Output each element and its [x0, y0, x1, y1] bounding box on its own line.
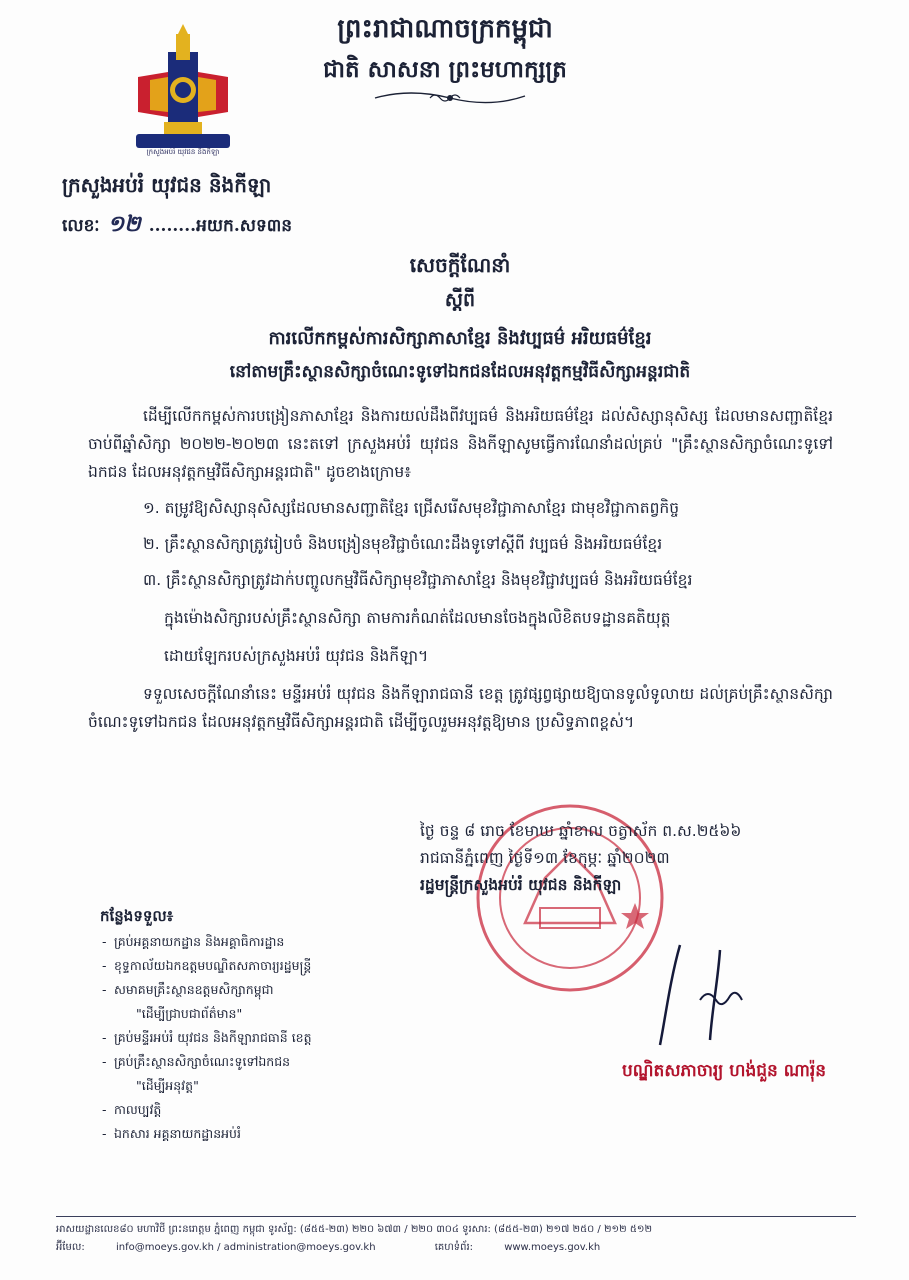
intro-paragraph: ដើម្បីលើកកម្ពស់ការបង្រៀនភាសាខ្មែរ និងការយល់ដឹងពីវប្បធម៌ និងអរិយធម៌ខ្មែរ ដល់សិស្សានុសិស្ស ដែលមានសញ្ជាតិខ្មែរ ចាប់ពីឆ្នាំសិក្សា ២០២២-២០២៣ នេះតទៅ ក្រសួងអប់រំ យុវជន និងកីឡាសូមធ្វើការណែនាំដល់គ្រប់ "គ្រឹះស្ថានសិក្សាចំណេះទូទៅឯកជន ដែលអនុវត្តកម្មវិធីសិក្សាអន្តរជាតិ" ដូចខាងក្រោម៖: [88, 407, 833, 481]
ministry-emblem-icon: [128, 22, 238, 167]
instruction-item-2: ២. គ្រឹះស្ថានសិក្សាត្រូវរៀបចំ និងបង្រៀនមុខវិជ្ជាចំណេះដឹងទូទៅស្តីពី វប្បធម៌ និងអរិយធម៌ខ្មែរ: [143, 535, 663, 553]
list-item: - សមាគមគ្រឹះស្ថានឧត្តមសិក្សាកម្ពុជា: [100, 978, 430, 1002]
subject-title-line1: ការលើកកម្ពស់ការសិក្សាភាសាខ្មែរ និងវប្បធម៌ អរិយធម៌ខ្មែរ: [268, 328, 652, 349]
footer-website: [435, 1242, 629, 1253]
recipients-list: [100, 930, 430, 1146]
instruction-item-3: ៣. គ្រឹះស្ថានសិក្សាត្រូវដាក់បញ្ចូលកម្មវិធីសិក្សាមុខវិជ្ជាភាសាខ្មែរ និងមុខវិជ្ជាវប្បធម៌ និងអរិយធម៌ខ្មែរ: [143, 571, 693, 589]
footer: [56, 1216, 856, 1257]
ornament-icon: [370, 86, 530, 106]
document-body: [88, 402, 833, 736]
document-type: សេចក្តីណែនាំ: [409, 253, 511, 277]
recipients-block: [100, 904, 430, 1146]
list-item: - គ្រប់គ្រឹះស្ថានសិក្សាចំណេះទូទៅឯកជន: [100, 1050, 430, 1074]
email-value: info@moeys.gov.kh / administration@moeys.gov.kh: [115, 1242, 376, 1253]
reference-number: [62, 210, 292, 242]
list-item: - ឯកសារ អគ្គនាយកដ្ឋានអប់រំ: [100, 1122, 430, 1146]
recipients-note-info: "ដើម្បីជ្រាបជាព័ត៌មាន": [136, 1006, 243, 1021]
reference-suffix: ........អយក.សទ៣ន: [148, 216, 293, 236]
footer-contacts: [56, 1239, 856, 1257]
signature-icon: [640, 940, 770, 1050]
national-motto: ជាតិ សាសនា ព្រះមហាក្សត្រ: [323, 56, 567, 83]
recipients-note-action: "ដើម្បីអនុវត្ត": [136, 1078, 199, 1093]
minister-title: រដ្ឋមន្ត្រីក្រសួងអប់រំ យុវជន និងកីឡា: [420, 876, 622, 894]
emblem-caption: ក្រសួងអប់រំ យុវជន និងកីឡា: [146, 148, 220, 156]
instruction-item-1: ១. តម្រូវឱ្យសិស្សានុសិស្សដែលមានសញ្ជាតិខ្មែរ ជ្រើសរើសមុខវិជ្ជាភាសាខ្មែរ ជាមុខវិជ្ជាកាតព្វកិច្ច: [143, 499, 680, 517]
subject-about: ស្តីពី: [444, 289, 476, 311]
lunar-date: ថ្ងៃ ចន្ទ ៨ រោច ខែមាឃ ឆ្នាំខាល ចត្វាស័ក ព.ស.២៥៦៦: [420, 822, 742, 840]
signer-name: បណ្ឌិតសភាចារ្យ ហង់ជួន ណារ៉ុន: [622, 1061, 827, 1081]
list-item: - គ្រប់អគ្គនាយកដ្ឋាន និងអគ្គាធិការដ្ឋាន: [100, 930, 430, 954]
reference-prefix: លេខៈ: [62, 216, 100, 236]
list-item: - កាលប្បវត្តិ: [100, 1098, 430, 1122]
list-item: - គ្រប់មន្ទីរអប់រំ យុវជន និងកីឡារាជធានី ខេត្ត: [100, 1026, 430, 1050]
date-block: [420, 818, 840, 899]
kingdom-title: ព្រះរាជាណាចក្រកម្ពុជា: [337, 14, 553, 44]
website-value: www.moeys.gov.kh: [504, 1242, 601, 1253]
closing-paragraph: ទទួលសេចក្តីណែនាំនេះ មន្ទីរអប់រំ យុវជន និងកីឡារាជធានី ខេត្ត ត្រូវផ្សព្វផ្សាយឱ្យបានទូលំទូលាយ ដល់គ្រប់គ្រឹះស្ថានសិក្សាចំណេះទូទៅឯកជន ដែលអនុវត្តកម្មវិធីសិក្សាអន្តរជាតិ ដើម្បីចូលរួមអនុវត្តឱ្យមាន ប្រសិទ្ធភាពខ្ពស់។: [88, 685, 833, 731]
kingdom-header: [300, 12, 590, 89]
instruction-item-3-end: ដោយឡែករបស់ក្រសួងអប់រំ យុវជន និងកីឡា។: [164, 647, 429, 665]
subject-title-line2: នៅតាមគ្រឹះស្ថានសិក្សាចំណេះទូទៅឯកជនដែលអនុវត្តកម្មវិធីសិក្សាអន្តរជាតិ: [229, 362, 691, 382]
ministry-name: ក្រសួងអប់រំ យុវជន និងកីឡា: [62, 173, 272, 197]
website-label: គេហទំព័រ:: [434, 1242, 474, 1253]
recipients-title: កន្លែងទទួល៖: [100, 907, 174, 925]
email-label: អ៊ីមែល:: [56, 1242, 85, 1253]
solar-date: រាជធានីភ្នំពេញ ថ្ងៃទី១៣ ខែកុម្ភៈ ឆ្នាំ២០២៣: [420, 849, 670, 867]
list-item: - ខុទ្ទកាល័យឯកឧត្តមបណ្ឌិតសភាចារ្យរដ្ឋមន្ត្រី: [100, 954, 430, 978]
footer-address: អាសយដ្ឋានលេខ៨០ មហាវិថី ព្រះនរោត្តម ភ្នំពេញ កម្ពុជា ទូរស័ព្ទ: (៨៥៥-២៣) ២២០ ៦៧៣ / ២២០ ៣០៤ ទូរសារ: (៨៥៥-២៣) ២១៧ ២៥០ / ២១២ ៥១២: [56, 1224, 653, 1235]
instruction-item-3-continued: ក្នុងម៉ោងសិក្សារបស់គ្រឹះស្ថានសិក្សា តាមការកំណត់ដែលមានចែងក្នុងលិខិតបទដ្ឋានគតិយុត្ត: [164, 609, 671, 627]
footer-email: [56, 1242, 404, 1253]
subject-block: [80, 252, 840, 386]
reference-handwritten-number: ១២: [107, 211, 141, 237]
